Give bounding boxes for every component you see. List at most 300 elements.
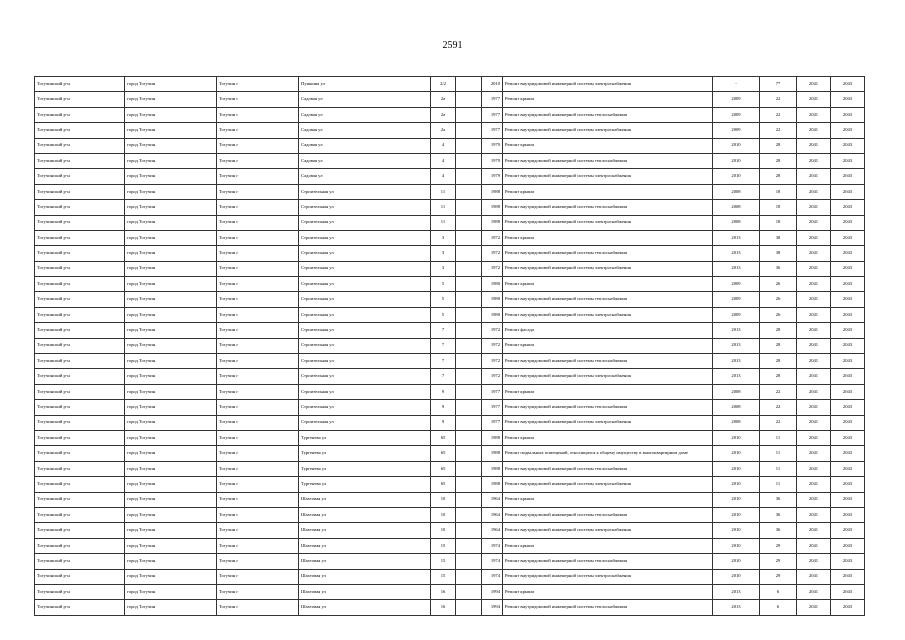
cell-wear-percent: 28 (760, 138, 797, 153)
cell-street: Шахтовая ул (299, 569, 431, 584)
cell-settlement: город Тогучин (125, 415, 217, 430)
cell-settlement: город Тогучин (125, 153, 217, 168)
cell-locality: Тогучин г (217, 169, 299, 184)
cell-work-type: Ремонт крыши (503, 538, 713, 553)
cell-settlement: город Тогучин (125, 446, 217, 461)
cell-house-number: 7 (431, 338, 456, 353)
cell-plan-end-year: 2043 (831, 523, 865, 538)
cell-house-number: 2а (431, 123, 456, 138)
cell-street: Шахтовая ул (299, 492, 431, 507)
cell-work-type: Ремонт внутридомовой инженерной системы электроснабжения (503, 169, 713, 184)
cell-building (456, 77, 482, 92)
cell-building (456, 123, 482, 138)
cell-street: Строительная ул (299, 307, 431, 322)
cell-street: Садовая ул (299, 92, 431, 107)
cell-year-built: 1979 (482, 153, 503, 168)
cell-settlement: город Тогучин (125, 307, 217, 322)
cell-plan-start-year: 2041 (797, 323, 831, 338)
cell-building (456, 384, 482, 399)
cell-last-repair-year: 2010 (713, 523, 760, 538)
cell-locality: Тогучин г (217, 569, 299, 584)
cell-plan-end-year: 2043 (831, 261, 865, 276)
cell-work-type: Ремонт крыши (503, 430, 713, 445)
cell-work-type: Ремонт внутридомовой инженерной системы теплоснабжения (503, 600, 713, 615)
cell-work-type: Ремонт внутридомовой инженерной системы теплоснабжения (503, 354, 713, 369)
cell-last-repair-year: 2010 (713, 446, 760, 461)
cell-year-built: 1988 (482, 200, 503, 215)
cell-settlement: город Тогучин (125, 323, 217, 338)
cell-plan-end-year: 2043 (831, 123, 865, 138)
cell-house-number: 16 (431, 600, 456, 615)
cell-district: Тогучинский р-н (35, 492, 125, 507)
cell-year-built: 1972 (482, 230, 503, 245)
cell-year-built: 1964 (482, 492, 503, 507)
cell-house-number: 15 (431, 538, 456, 553)
cell-district: Тогучинский р-н (35, 384, 125, 399)
cell-district: Тогучинский р-н (35, 569, 125, 584)
cell-year-built: 1977 (482, 107, 503, 122)
cell-district: Тогучинский р-н (35, 461, 125, 476)
cell-street: Шахтовая ул (299, 523, 431, 538)
cell-wear-percent: 36 (760, 261, 797, 276)
table-row (35, 584, 865, 599)
cell-building (456, 184, 482, 199)
cell-settlement: город Тогучин (125, 338, 217, 353)
cell-year-built: 1988 (482, 215, 503, 230)
repair-schedule-table (34, 76, 865, 616)
cell-house-number: 3 (431, 230, 456, 245)
cell-year-built: 1972 (482, 246, 503, 261)
cell-plan-start-year: 2041 (797, 338, 831, 353)
cell-plan-start-year: 2041 (797, 123, 831, 138)
cell-building (456, 584, 482, 599)
cell-year-built: 1972 (482, 369, 503, 384)
cell-last-repair-year: 2009 (713, 292, 760, 307)
cell-street: Строительная ул (299, 369, 431, 384)
cell-wear-percent: 18 (760, 184, 797, 199)
cell-last-repair-year: 2009 (713, 107, 760, 122)
cell-work-type: Ремонт фасада (503, 323, 713, 338)
cell-settlement: город Тогучин (125, 246, 217, 261)
table-row (35, 446, 865, 461)
table-row (35, 200, 865, 215)
cell-house-number: 4 (431, 153, 456, 168)
cell-locality: Тогучин г (217, 261, 299, 276)
cell-year-built: 1977 (482, 384, 503, 399)
cell-building (456, 507, 482, 522)
cell-plan-end-year: 2043 (831, 400, 865, 415)
cell-locality: Тогучин г (217, 584, 299, 599)
cell-house-number: 15 (431, 569, 456, 584)
cell-wear-percent: 28 (760, 169, 797, 184)
table-row (35, 261, 865, 276)
cell-building (456, 246, 482, 261)
table-row (35, 569, 865, 584)
cell-wear-percent: 18 (760, 200, 797, 215)
cell-district: Тогучинский р-н (35, 123, 125, 138)
cell-house-number: 9 (431, 384, 456, 399)
cell-plan-start-year: 2041 (797, 415, 831, 430)
cell-house-number: 10 (431, 523, 456, 538)
cell-district: Тогучинский р-н (35, 184, 125, 199)
table-row (35, 600, 865, 615)
cell-wear-percent: 26 (760, 292, 797, 307)
table-row (35, 477, 865, 492)
cell-last-repair-year: 2008 (713, 200, 760, 215)
cell-building (456, 415, 482, 430)
cell-plan-start-year: 2041 (797, 230, 831, 245)
cell-street: Шахтовая ул (299, 600, 431, 615)
cell-settlement: город Тогучин (125, 507, 217, 522)
cell-year-built: 1972 (482, 261, 503, 276)
cell-plan-end-year: 2043 (831, 538, 865, 553)
cell-year-built: 1994 (482, 600, 503, 615)
cell-work-type: Ремонт внутридомовой инженерной системы электроснабжения (503, 523, 713, 538)
cell-wear-percent: 22 (760, 92, 797, 107)
cell-street: Строительная ул (299, 215, 431, 230)
cell-plan-end-year: 2043 (831, 569, 865, 584)
table-row (35, 184, 865, 199)
cell-locality: Тогучин г (217, 246, 299, 261)
table-row (35, 153, 865, 168)
cell-building (456, 600, 482, 615)
cell-plan-start-year: 2041 (797, 153, 831, 168)
cell-district: Тогучинский р-н (35, 354, 125, 369)
cell-work-type: Ремонт внутридомовой инженерной системы теплоснабжения (503, 400, 713, 415)
cell-settlement: город Тогучин (125, 523, 217, 538)
cell-last-repair-year: 2013 (713, 369, 760, 384)
cell-settlement: город Тогучин (125, 261, 217, 276)
cell-year-built: 1964 (482, 507, 503, 522)
cell-plan-end-year: 2043 (831, 584, 865, 599)
cell-building (456, 430, 482, 445)
cell-work-type: Ремонт крыши (503, 230, 713, 245)
cell-year-built: 1988 (482, 477, 503, 492)
cell-plan-start-year: 2041 (797, 430, 831, 445)
cell-plan-end-year: 2043 (831, 307, 865, 322)
cell-last-repair-year: 2010 (713, 538, 760, 553)
cell-locality: Тогучин г (217, 184, 299, 199)
cell-street: Тургенева ул (299, 461, 431, 476)
cell-district: Тогучинский р-н (35, 323, 125, 338)
cell-year-built: 1972 (482, 338, 503, 353)
cell-wear-percent: 38 (760, 230, 797, 245)
cell-settlement: город Тогучин (125, 277, 217, 292)
cell-year-built: 1977 (482, 415, 503, 430)
cell-plan-end-year: 2043 (831, 246, 865, 261)
cell-house-number: 5 (431, 307, 456, 322)
cell-work-type: Ремонт внутридомовой инженерной системы теплоснабжения (503, 507, 713, 522)
cell-plan-start-year: 2041 (797, 600, 831, 615)
cell-street: Шахтовая ул (299, 584, 431, 599)
table-row (35, 169, 865, 184)
cell-last-repair-year: 2010 (713, 569, 760, 584)
cell-year-built: 1977 (482, 400, 503, 415)
cell-wear-percent: 26 (760, 277, 797, 292)
cell-street: Строительная ул (299, 384, 431, 399)
table-row (35, 230, 865, 245)
cell-house-number: 7 (431, 354, 456, 369)
table-row (35, 138, 865, 153)
cell-work-type: Ремонт подвальных помещений, относящихся к общему имуществу в многоквартирном доме (503, 446, 713, 461)
cell-settlement: город Тогучин (125, 554, 217, 569)
table-row (35, 461, 865, 476)
cell-last-repair-year: 2013 (713, 600, 760, 615)
cell-building (456, 323, 482, 338)
table-row (35, 246, 865, 261)
cell-street: Строительная ул (299, 323, 431, 338)
cell-settlement: город Тогучин (125, 584, 217, 599)
cell-locality: Тогучин г (217, 400, 299, 415)
cell-work-type: Ремонт крыши (503, 277, 713, 292)
cell-work-type: Ремонт внутридомовой инженерной системы теплоснабжения (503, 461, 713, 476)
cell-year-built: 1988 (482, 430, 503, 445)
cell-locality: Тогучин г (217, 277, 299, 292)
cell-locality: Тогучин г (217, 600, 299, 615)
cell-settlement: город Тогучин (125, 92, 217, 107)
cell-year-built: 1964 (482, 523, 503, 538)
cell-street: Садовая ул (299, 138, 431, 153)
cell-building (456, 461, 482, 476)
cell-work-type: Ремонт внутридомовой инженерной системы электроснабжения (503, 307, 713, 322)
cell-work-type: Ремонт внутридомовой инженерной системы теплоснабжения (503, 554, 713, 569)
cell-year-built: 1988 (482, 184, 503, 199)
table-row (35, 415, 865, 430)
table-row (35, 430, 865, 445)
cell-locality: Тогучин г (217, 430, 299, 445)
cell-district: Тогучинский р-н (35, 169, 125, 184)
cell-district: Тогучинский р-н (35, 307, 125, 322)
cell-wear-percent: 11 (760, 446, 797, 461)
cell-building (456, 338, 482, 353)
cell-district: Тогучинский р-н (35, 138, 125, 153)
cell-plan-end-year: 2043 (831, 354, 865, 369)
cell-street: Строительная ул (299, 277, 431, 292)
cell-wear-percent: 28 (760, 338, 797, 353)
cell-wear-percent: 18 (760, 215, 797, 230)
cell-house-number: 5 (431, 277, 456, 292)
cell-wear-percent: 22 (760, 123, 797, 138)
cell-street: Тургенева ул (299, 446, 431, 461)
cell-locality: Тогучин г (217, 446, 299, 461)
cell-street: Строительная ул (299, 261, 431, 276)
cell-work-type: Ремонт внутридомовой инженерной системы электроснабжения (503, 369, 713, 384)
cell-wear-percent: 7* (760, 77, 797, 92)
cell-building (456, 307, 482, 322)
cell-work-type: Ремонт крыши (503, 492, 713, 507)
table-body (35, 77, 865, 616)
cell-house-number: 7 (431, 323, 456, 338)
cell-building (456, 261, 482, 276)
cell-year-built: 1974 (482, 569, 503, 584)
cell-street: Строительная ул (299, 200, 431, 215)
cell-year-built: 1980 (482, 277, 503, 292)
page-number: 2591 (442, 40, 463, 51)
cell-house-number: 9 (431, 415, 456, 430)
cell-wear-percent: 28 (760, 369, 797, 384)
cell-work-type: Ремонт внутридомовой инженерной системы электроснабжения (503, 477, 713, 492)
cell-last-repair-year: 2008 (713, 384, 760, 399)
cell-locality: Тогучин г (217, 292, 299, 307)
cell-year-built: 1980 (482, 307, 503, 322)
cell-district: Тогучинский р-н (35, 338, 125, 353)
cell-house-number: 11 (431, 184, 456, 199)
table-row (35, 92, 865, 107)
table-row (35, 277, 865, 292)
cell-year-built: 1974 (482, 554, 503, 569)
cell-building (456, 138, 482, 153)
cell-district: Тогучинский р-н (35, 446, 125, 461)
cell-year-built: 1980 (482, 292, 503, 307)
cell-wear-percent: 36 (760, 523, 797, 538)
cell-last-repair-year: 2013 (713, 338, 760, 353)
cell-plan-start-year: 2041 (797, 184, 831, 199)
cell-locality: Тогучин г (217, 492, 299, 507)
cell-work-type: Ремонт крыши (503, 584, 713, 599)
cell-plan-end-year: 2043 (831, 277, 865, 292)
cell-building (456, 354, 482, 369)
cell-last-repair-year: 2010 (713, 169, 760, 184)
cell-plan-start-year: 2041 (797, 92, 831, 107)
cell-last-repair-year: 2010 (713, 507, 760, 522)
cell-last-repair-year: 2010 (713, 138, 760, 153)
cell-district: Тогучинский р-н (35, 215, 125, 230)
cell-last-repair-year: 2013 (713, 246, 760, 261)
cell-district: Тогучинский р-н (35, 246, 125, 261)
cell-wear-percent: 11 (760, 461, 797, 476)
cell-last-repair-year: 2010 (713, 554, 760, 569)
cell-plan-end-year: 2043 (831, 492, 865, 507)
cell-street: Строительная ул (299, 292, 431, 307)
cell-wear-percent: 6 (760, 600, 797, 615)
cell-house-number: 3 (431, 261, 456, 276)
cell-building (456, 200, 482, 215)
cell-street: Шахтовая ул (299, 554, 431, 569)
cell-last-repair-year: 2013 (713, 354, 760, 369)
cell-plan-start-year: 2041 (797, 400, 831, 415)
cell-plan-start-year: 2041 (797, 292, 831, 307)
cell-house-number: 7 (431, 369, 456, 384)
cell-settlement: город Тогучин (125, 369, 217, 384)
table-row (35, 77, 865, 92)
cell-plan-end-year: 2043 (831, 292, 865, 307)
cell-work-type: Ремонт крыши (503, 138, 713, 153)
cell-plan-end-year: 2043 (831, 184, 865, 199)
cell-house-number: 16 (431, 584, 456, 599)
cell-work-type: Ремонт внутридомовой инженерной системы теплоснабжения (503, 107, 713, 122)
cell-building (456, 215, 482, 230)
cell-year-built: 1977 (482, 123, 503, 138)
cell-district: Тогучинский р-н (35, 584, 125, 599)
cell-district: Тогучинский р-н (35, 369, 125, 384)
cell-locality: Тогучин г (217, 107, 299, 122)
table-row (35, 107, 865, 122)
cell-house-number: 2а (431, 92, 456, 107)
cell-settlement: город Тогучин (125, 138, 217, 153)
cell-settlement: город Тогучин (125, 77, 217, 92)
cell-district: Тогучинский р-н (35, 554, 125, 569)
cell-plan-start-year: 2041 (797, 492, 831, 507)
cell-plan-start-year: 2041 (797, 77, 831, 92)
cell-last-repair-year: 2013 (713, 323, 760, 338)
cell-last-repair-year: 2010 (713, 492, 760, 507)
cell-plan-end-year: 2043 (831, 507, 865, 522)
cell-street: Садовая ул (299, 169, 431, 184)
cell-plan-end-year: 2043 (831, 215, 865, 230)
cell-last-repair-year: 2010 (713, 461, 760, 476)
cell-district: Тогучинский р-н (35, 600, 125, 615)
cell-work-type: Ремонт внутридомовой инженерной системы теплоснабжения (503, 246, 713, 261)
cell-locality: Тогучин г (217, 523, 299, 538)
cell-locality: Тогучин г (217, 200, 299, 215)
cell-wear-percent: 6 (760, 584, 797, 599)
table-row (35, 354, 865, 369)
cell-plan-end-year: 2043 (831, 107, 865, 122)
cell-plan-start-year: 2041 (797, 384, 831, 399)
cell-district: Тогучинский р-н (35, 415, 125, 430)
cell-locality: Тогучин г (217, 230, 299, 245)
cell-last-repair-year: 2008 (713, 215, 760, 230)
cell-wear-percent: 11 (760, 477, 797, 492)
cell-settlement: город Тогучин (125, 461, 217, 476)
cell-wear-percent: 36 (760, 507, 797, 522)
table-row (35, 292, 865, 307)
cell-street: Строительная ул (299, 246, 431, 261)
table-row (35, 523, 865, 538)
cell-district: Тогучинский р-н (35, 477, 125, 492)
cell-locality: Тогучин г (217, 461, 299, 476)
cell-locality: Тогучин г (217, 323, 299, 338)
cell-work-type: Ремонт крыши (503, 184, 713, 199)
cell-plan-end-year: 2043 (831, 200, 865, 215)
cell-building (456, 169, 482, 184)
cell-building (456, 277, 482, 292)
cell-settlement: город Тогучин (125, 400, 217, 415)
cell-work-type: Ремонт внутридомовой инженерной системы электроснабжения (503, 261, 713, 276)
cell-street: Тургенева ул (299, 477, 431, 492)
table-row (35, 492, 865, 507)
table-row (35, 123, 865, 138)
cell-house-number: 11 (431, 200, 456, 215)
cell-wear-percent: 26 (760, 307, 797, 322)
cell-locality: Тогучин г (217, 507, 299, 522)
cell-wear-percent: 11 (760, 430, 797, 445)
cell-locality: Тогучин г (217, 77, 299, 92)
cell-locality: Тогучин г (217, 477, 299, 492)
cell-wear-percent: 38 (760, 246, 797, 261)
cell-plan-end-year: 2043 (831, 230, 865, 245)
cell-street: Строительная ул (299, 415, 431, 430)
table-row (35, 507, 865, 522)
cell-locality: Тогучин г (217, 123, 299, 138)
cell-building (456, 492, 482, 507)
cell-building (456, 369, 482, 384)
cell-plan-end-year: 2043 (831, 600, 865, 615)
cell-building (456, 92, 482, 107)
cell-year-built: 1972 (482, 323, 503, 338)
cell-plan-start-year: 2041 (797, 523, 831, 538)
cell-plan-start-year: 2041 (797, 107, 831, 122)
cell-district: Тогучинский р-н (35, 261, 125, 276)
cell-building (456, 446, 482, 461)
cell-plan-start-year: 2041 (797, 200, 831, 215)
cell-building (456, 107, 482, 122)
cell-wear-percent: 28 (760, 323, 797, 338)
cell-year-built: 1979 (482, 169, 503, 184)
cell-plan-start-year: 2041 (797, 477, 831, 492)
cell-street: Шахтовая ул (299, 507, 431, 522)
cell-locality: Тогучин г (217, 538, 299, 553)
